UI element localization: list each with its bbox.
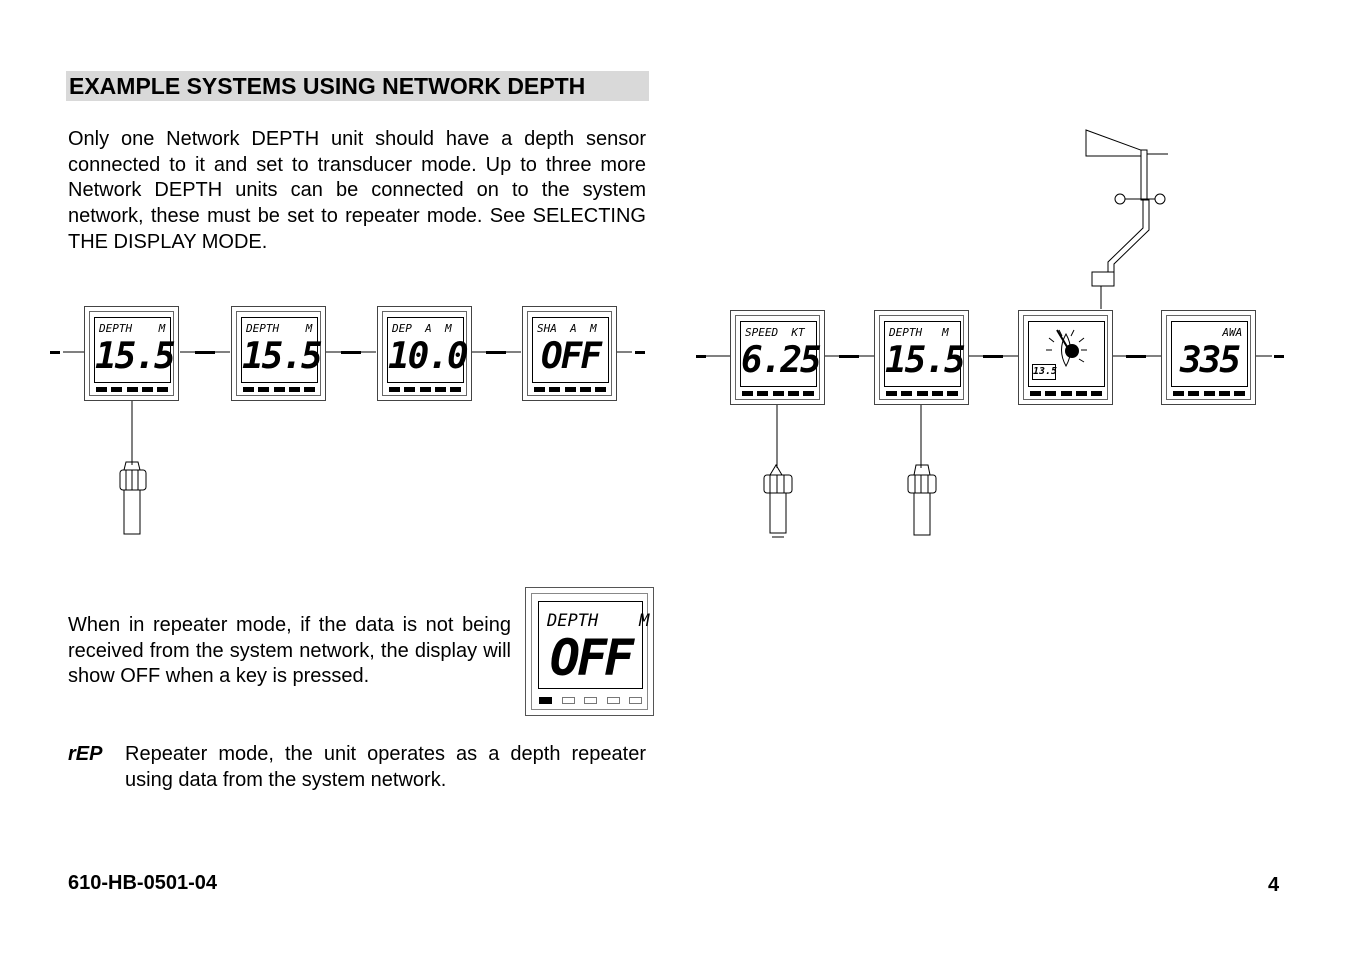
key-button[interactable] [580, 387, 591, 392]
key-button[interactable] [157, 387, 168, 392]
page-number: 4 [1268, 874, 1280, 896]
mode-description: Repeater mode, the unit operates as a depth repeater using data from the system network. [125, 743, 646, 791]
unit-value: 15.5 [885, 340, 964, 381]
network-end-marker [635, 351, 645, 354]
key-row [1173, 391, 1245, 397]
key-button[interactable] [1091, 391, 1102, 396]
speed-display-unit [730, 310, 825, 405]
key-button[interactable] [932, 391, 943, 396]
key-button[interactable] [304, 387, 315, 392]
key-button[interactable] [773, 391, 784, 396]
key-button[interactable] [629, 697, 642, 704]
key-button[interactable] [127, 387, 138, 392]
key-button[interactable] [1045, 391, 1056, 396]
unit-label: DEP A M [392, 322, 452, 335]
key-button[interactable] [450, 387, 461, 392]
key-button[interactable] [1076, 391, 1087, 396]
wind-display-unit [1018, 310, 1113, 405]
key-button[interactable] [788, 391, 799, 396]
unit-value: 15.5 [95, 336, 174, 377]
key-row [534, 387, 606, 393]
unit-label: SHA A M [537, 322, 597, 335]
key-button[interactable] [886, 391, 897, 396]
key-button[interactable] [584, 697, 597, 704]
network-end-marker [696, 355, 706, 358]
unit-value: 335 [1179, 340, 1240, 381]
section-heading-text: EXAMPLE SYSTEMS USING NETWORK DEPTH [69, 73, 586, 99]
key-button[interactable] [803, 391, 814, 396]
display-value: OFF [549, 629, 632, 687]
key-button[interactable] [142, 387, 153, 392]
network-connector [486, 351, 506, 354]
unit-value: 10.0 [388, 336, 467, 377]
key-row [539, 697, 642, 705]
key-button[interactable] [917, 391, 928, 396]
intro-paragraph: Only one Network DEPTH unit should have a depth sensor connected to it and set to transducer mode. Up to three more Network DEPTH units can be connected on to the system network, these must be set to repeater mode. See SELECTING THE DISPLAY MODE. [68, 128, 646, 253]
document-number: 610-HB-0501-04 [68, 872, 217, 894]
unit-value: 15.5 [242, 336, 321, 377]
key-button[interactable] [565, 387, 576, 392]
network-connector [839, 355, 859, 358]
key-button[interactable] [534, 387, 545, 392]
unit-label: DEPTH M [99, 322, 166, 335]
key-row [742, 391, 814, 397]
key-row [389, 387, 461, 393]
mode-code: rEP [68, 743, 103, 765]
key-button[interactable] [1219, 391, 1230, 396]
key-button[interactable] [549, 387, 560, 392]
key-button[interactable] [539, 697, 552, 704]
key-button[interactable] [389, 387, 400, 392]
key-button[interactable] [742, 391, 753, 396]
key-button[interactable] [1204, 391, 1215, 396]
key-button[interactable] [1030, 391, 1041, 396]
depth-display-unit [84, 306, 179, 401]
network-connector [983, 355, 1003, 358]
key-button[interactable] [1188, 391, 1199, 396]
depth-display-unit [522, 306, 617, 401]
key-button[interactable] [1173, 391, 1184, 396]
unit-label: DEPTH M [246, 322, 313, 335]
example-off-display [525, 587, 654, 716]
network-connector [1126, 355, 1146, 358]
key-button[interactable] [435, 387, 446, 392]
key-button[interactable] [901, 391, 912, 396]
unit-label: DEPTH M [889, 326, 949, 339]
key-button[interactable] [420, 387, 431, 392]
network-end-marker [1274, 355, 1284, 358]
key-row [243, 387, 315, 393]
key-button[interactable] [1234, 391, 1245, 396]
transducer-icon [120, 462, 146, 534]
depth-display-unit [377, 306, 472, 401]
key-row [1030, 391, 1102, 397]
network-connector [341, 351, 361, 354]
speed-transducer-icon [764, 465, 792, 537]
unit-value: OFF [540, 336, 601, 377]
display-label: DEPTH M [547, 611, 650, 631]
network-end-marker [50, 351, 60, 354]
repeater-note: When in repeater mode, if the data is not being received from the system network, the display will show OFF when a key is pressed. [68, 614, 511, 688]
unit-value: 6.25 [741, 340, 820, 381]
key-button[interactable] [96, 387, 107, 392]
unit-label: SPEED KT [745, 326, 805, 339]
key-button[interactable] [1061, 391, 1072, 396]
key-button[interactable] [258, 387, 269, 392]
key-row [886, 391, 958, 397]
key-button[interactable] [562, 697, 575, 704]
key-button[interactable] [289, 387, 300, 392]
mini-readout: 13.5 [1032, 364, 1056, 380]
wind-angle-display-unit [1161, 310, 1256, 405]
transducer-icon [908, 465, 936, 535]
wind-dial-screen [1028, 321, 1105, 387]
key-row [96, 387, 168, 393]
unit-label: AWA [1176, 326, 1243, 339]
depth-display-unit [874, 310, 969, 405]
key-button[interactable] [404, 387, 415, 392]
key-button[interactable] [595, 387, 606, 392]
depth-display-unit [231, 306, 326, 401]
network-connector [195, 351, 215, 354]
key-button[interactable] [243, 387, 254, 392]
key-button[interactable] [274, 387, 285, 392]
key-button[interactable] [947, 391, 958, 396]
wind-vane-icon [1086, 130, 1168, 286]
key-button[interactable] [111, 387, 122, 392]
key-button[interactable] [607, 697, 620, 704]
key-button[interactable] [757, 391, 768, 396]
